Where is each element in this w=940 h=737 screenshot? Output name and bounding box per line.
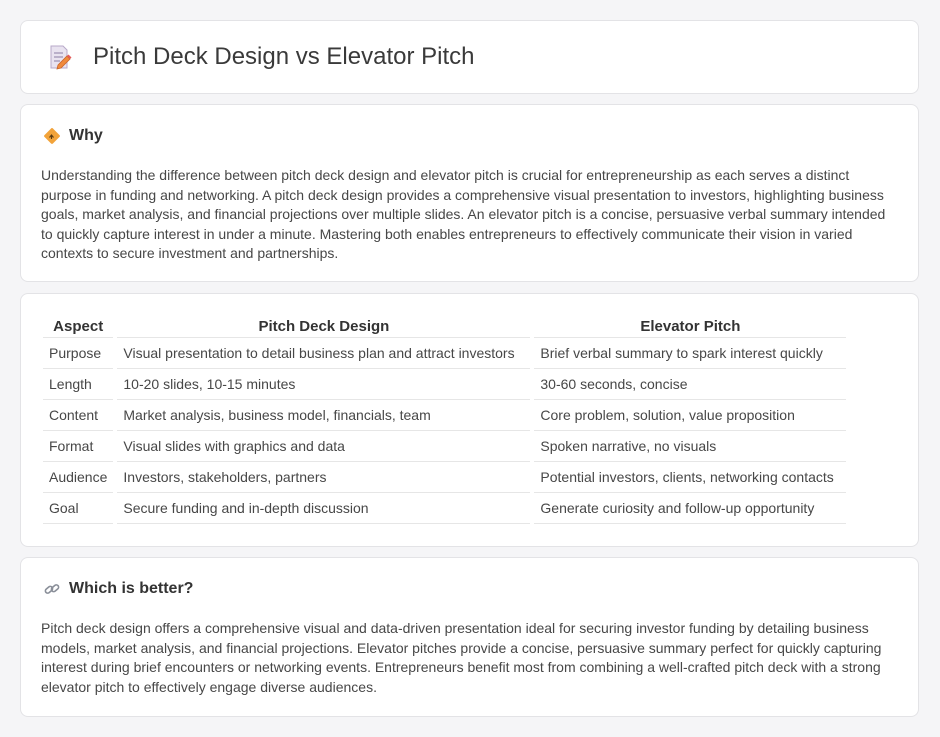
table-row (43, 462, 848, 493)
title-row (45, 43, 474, 71)
comparison-table (43, 314, 850, 524)
comparison-card (20, 293, 919, 547)
row-elevator-value: Generate curiosity and follow-up opportunity (532, 493, 848, 524)
row-pitch-deck-value: Visual slides with graphics and data (115, 431, 532, 462)
row-elevator-value: Potential investors, clients, networking contacts (532, 462, 848, 493)
better-header (43, 580, 193, 598)
table-row (43, 431, 848, 462)
row-pitch-deck-value: 10-20 slides, 10-15 minutes (115, 369, 532, 400)
better-title: Which is better? (69, 580, 194, 597)
row-elevator-value: 30-60 seconds, concise (532, 369, 848, 400)
table-row (43, 338, 848, 369)
table-row (43, 400, 848, 431)
page-title: Pitch Deck Design vs Elevator Pitch (93, 43, 475, 70)
table-row (43, 493, 848, 524)
row-aspect: Format (43, 431, 115, 462)
row-aspect: Goal (43, 493, 115, 524)
document-pencil-icon (45, 43, 73, 71)
row-elevator-value: Brief verbal summary to spark interest quickly (532, 338, 848, 369)
row-aspect: Length (43, 369, 115, 400)
row-elevator-value: Spoken narrative, no visuals (532, 431, 848, 462)
header-aspect: Aspect (43, 314, 115, 338)
row-aspect: Purpose (43, 338, 115, 369)
row-pitch-deck-value: Secure funding and in-depth discussion (115, 493, 532, 524)
why-title: Why (69, 127, 103, 144)
row-pitch-deck-value: Visual presentation to detail business plan and attract investors (115, 338, 532, 369)
row-pitch-deck-value: Investors, stakeholders, partners (115, 462, 532, 493)
row-aspect: Audience (43, 462, 115, 493)
title-card (20, 20, 919, 94)
why-text: Understanding the difference between pitch deck design and elevator pitch is crucial for entrepreneurship as each serves a distinct purpose in funding and networking. A pitch deck design provides a comprehensive visual presentation to investors, highlighting business goals, market analysis, and financial projections over multiple slides. An elevator pitch is a concise, persuasive verbal summary intended to quickly capture interest in under a minute. Mastering both enables entrepreneurs to effectively communicate their vision in varied contexts to secure investment and partnerships. (41, 167, 886, 261)
table-row (43, 369, 848, 400)
why-header (43, 127, 103, 145)
header-elevator-pitch: Elevator Pitch (532, 314, 848, 338)
why-card (20, 104, 919, 282)
diamond-road-sign-icon (43, 127, 61, 145)
row-pitch-deck-value: Market analysis, business model, financials, team (115, 400, 532, 431)
which-is-better-card (20, 557, 919, 717)
header-pitch-deck-design: Pitch Deck Design (115, 314, 532, 338)
table-header-row (43, 314, 848, 338)
better-text: Pitch deck design offers a comprehensive visual and data-driven presentation ideal for securing investor funding by detailing business models, market analysis, and financial projections. Elevator pitches provide a concise, persuasive summary perfect for quickly capturing interest during brief encounters or networking events. Entrepreneurs benefit most from combining a well-crafted pitch deck with a strong elevator pitch to effectively engage diverse audiences. (41, 620, 882, 695)
row-aspect: Content (43, 400, 115, 431)
row-elevator-value: Core problem, solution, value proposition (532, 400, 848, 431)
link-icon (43, 580, 61, 598)
